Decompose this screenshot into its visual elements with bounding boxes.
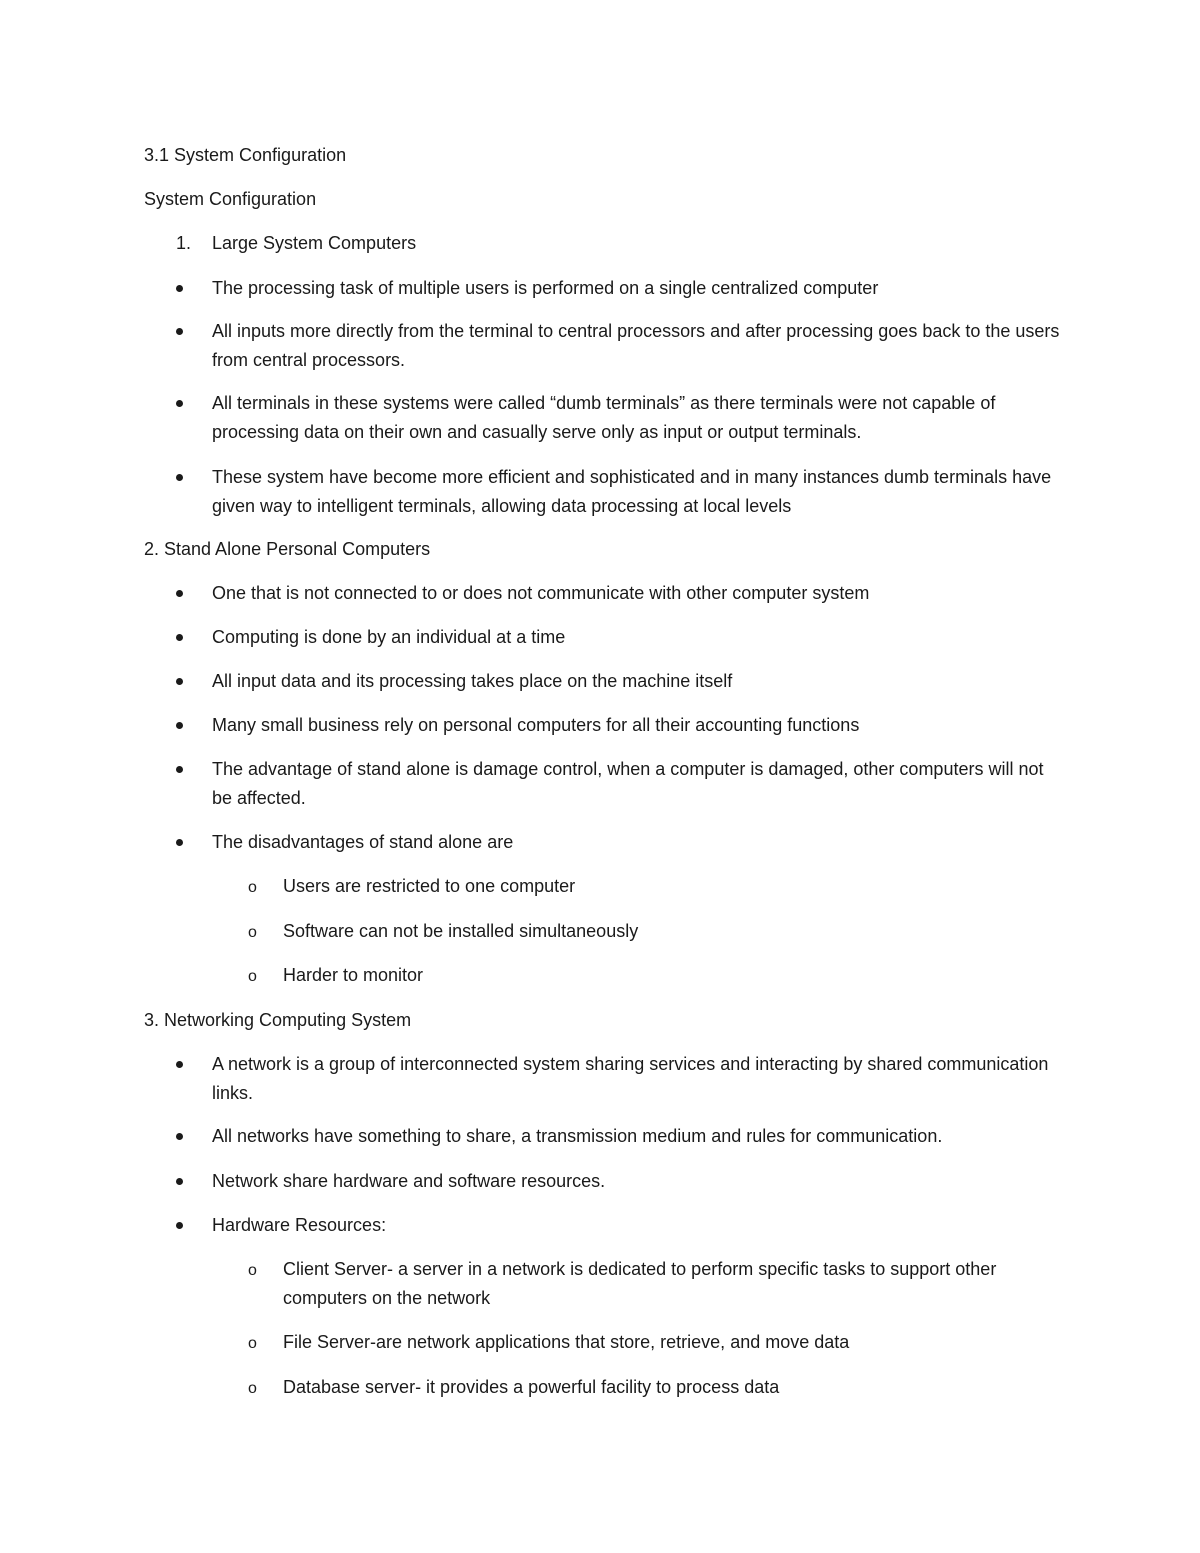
bullet-dot-icon: [176, 1061, 183, 1068]
list-item: The processing task of multiple users is performed on a single centralized computer: [212, 278, 879, 298]
list-item: Hardware Resources:: [212, 1215, 387, 1235]
bullet-dot-icon: [176, 1133, 183, 1140]
list-item: A network is a group of interconnected system sharing services and interacting by shared communication links.: [212, 1054, 1049, 1103]
sub-list-item: Client Server- a server in a network is dedicated to perform specific tasks to support other computers on the network: [283, 1259, 997, 1308]
bullet-dot-icon: [176, 285, 183, 292]
list-item: The disadvantages of stand alone are: [212, 832, 514, 852]
list-item: All inputs more directly from the terminal to central processors and after processing goes back to the users from central processors.: [212, 321, 1060, 370]
sub-list-item: Users are restricted to one computer: [283, 876, 576, 896]
list-item: All terminals in these systems were called “dumb terminals” as there terminals were not capable of processing data on their own and casually serve only as input or output terminals.: [212, 393, 996, 442]
list-item: Many small business rely on personal computers for all their accounting functions: [212, 715, 860, 735]
bullet-dot-icon: [176, 328, 183, 335]
bullet-dot-icon: [176, 722, 183, 729]
list-item: All networks have something to share, a transmission medium and rules for communication.: [212, 1126, 943, 1146]
bullet-dot-icon: [176, 474, 183, 481]
sub-list-item: Database server- it provides a powerful facility to process data: [283, 1377, 780, 1397]
document-subtitle: System Configuration: [144, 189, 317, 209]
bullet-dot-icon: [176, 1222, 183, 1229]
list-item: The advantage of stand alone is damage control, when a computer is damaged, other computers will not be affected.: [212, 759, 1044, 808]
list-item: Network share hardware and software resources.: [212, 1171, 606, 1191]
sub-bullet-circle-icon: o: [248, 879, 257, 896]
sub-list-item: Software can not be installed simultaneously: [283, 921, 639, 941]
bullet-dot-icon: [176, 400, 183, 407]
sub-bullet-circle-icon: o: [248, 1262, 257, 1279]
bullet-dot-icon: [176, 590, 183, 597]
bullet-dot-icon: [176, 1178, 183, 1185]
list-item: Computing is done by an individual at a time: [212, 627, 566, 647]
section3-heading: 3. Networking Computing System: [144, 1010, 412, 1030]
sub-bullet-circle-icon: o: [248, 924, 257, 941]
bullet-dot-icon: [176, 766, 183, 773]
bullet-dot-icon: [176, 678, 183, 685]
section2-heading: 2. Stand Alone Personal Computers: [144, 539, 431, 559]
sub-bullet-circle-icon: o: [248, 1380, 257, 1397]
sub-bullet-circle-icon: o: [248, 968, 257, 985]
list-item: These system have become more efficient and sophisticated and in many instances dumb terminals have given way to intelligent terminals, allowing data processing at local levels: [212, 467, 1052, 516]
bullet-dot-icon: [176, 839, 183, 846]
sub-list-item: File Server-are network applications that store, retrieve, and move data: [283, 1332, 850, 1352]
section-title: 3.1 System Configuration: [144, 145, 347, 165]
list-item: One that is not connected to or does not communicate with other computer system: [212, 583, 870, 603]
bullet-dot-icon: [176, 634, 183, 641]
sub-bullet-circle-icon: o: [248, 1335, 257, 1352]
section1-heading: Large System Computers: [212, 233, 417, 253]
sub-list-item: Harder to monitor: [283, 965, 424, 985]
list-item: All input data and its processing takes place on the machine itself: [212, 671, 733, 691]
list-number: 1.: [176, 233, 192, 253]
